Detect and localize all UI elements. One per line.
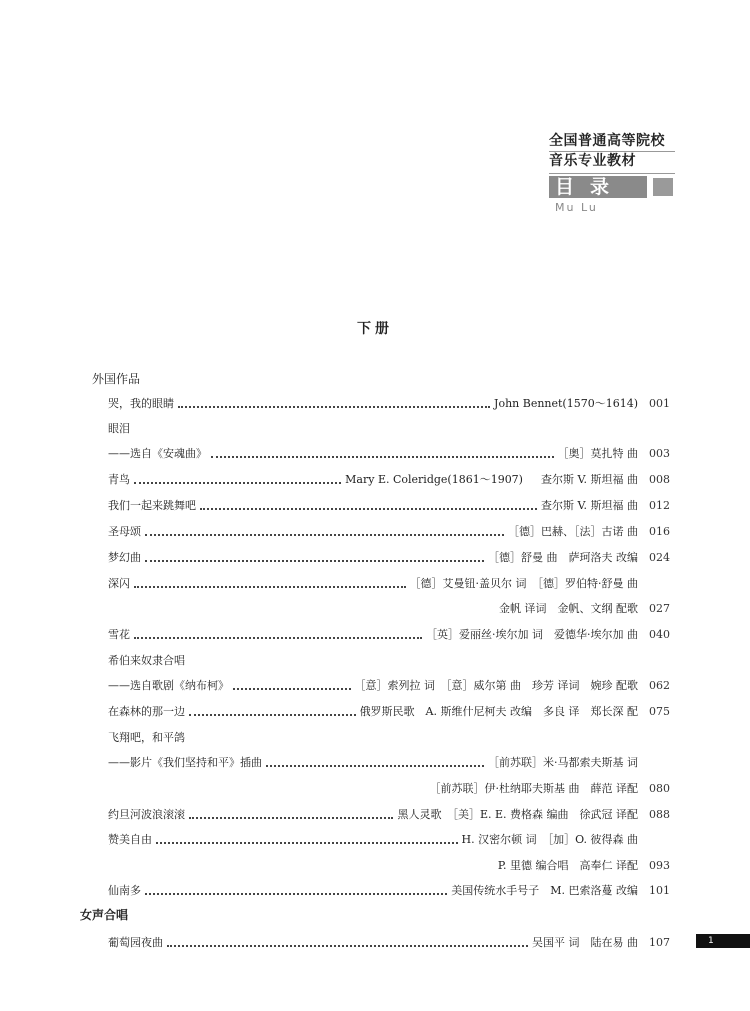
leader-dots <box>211 444 554 458</box>
entry-title: 赞美自由 <box>108 833 152 846</box>
toc-entry[interactable] <box>108 675 670 695</box>
leader-dots <box>145 881 447 895</box>
toc-entry[interactable] <box>108 701 670 721</box>
leader-dots <box>145 522 504 536</box>
entry-credit: 俄罗斯民歌 A. 斯维什尼柯夫 改编 多良 译 郑长深 配 <box>359 705 638 718</box>
entry-page: 088 <box>649 807 670 821</box>
contents-banner <box>549 176 675 198</box>
toc-entry[interactable] <box>108 521 670 541</box>
entry-credit: ［德］艾曼钮·盖贝尔 词 ［德］罗伯特·舒曼 曲 <box>409 577 638 590</box>
toc-entry[interactable] <box>108 880 670 900</box>
entry-credit: ［前苏联］米·马都索夫斯基 词 <box>488 756 638 769</box>
entry-credit: ［前苏联］伊·杜纳耶夫斯基 曲 薛范 译配 <box>429 782 638 795</box>
leader-dots <box>156 830 458 844</box>
entry-title: 飞翔吧，和平鸽 <box>108 731 185 744</box>
toc-entry[interactable] <box>108 418 670 438</box>
leader-dots <box>134 470 341 484</box>
toc-entry[interactable] <box>108 495 670 515</box>
toc-entry-continued[interactable] <box>108 855 670 875</box>
entry-credit: ［德］巴赫、［法］古诺 曲 <box>508 525 638 538</box>
entry-page: 027 <box>649 601 670 615</box>
series-header <box>549 131 679 214</box>
series-title: 全国普通高等院校 <box>549 133 665 149</box>
leader-dots <box>167 933 528 947</box>
toc-entry[interactable] <box>108 573 670 593</box>
leader-dots <box>178 394 490 408</box>
entry-page: 008 <box>649 472 670 486</box>
entry-page: 075 <box>649 704 670 718</box>
entry-credit: P. 里德 编合唱 高奉仁 译配 <box>497 859 638 872</box>
entry-credit: ［英］爱丽丝·埃尔加 词 爱德华·埃尔加 曲 <box>426 628 638 641</box>
contents-label: 目录 <box>549 176 647 198</box>
header-rule <box>549 151 675 152</box>
entry-title: ——选自歌剧《纳布柯》 <box>108 679 229 692</box>
entry-page: 101 <box>649 883 670 897</box>
leader-dots <box>134 574 406 588</box>
leader-dots <box>266 753 484 767</box>
banner-decoration <box>653 178 673 196</box>
entry-title: 葡萄园夜曲 <box>108 936 163 949</box>
entry-title: 在森林的那一边 <box>108 705 185 718</box>
toc-entry-continued[interactable] <box>108 598 670 618</box>
entry-page: 080 <box>649 781 670 795</box>
entry-page: 062 <box>649 678 670 692</box>
entry-title: 约旦河波浪滚滚 <box>108 808 185 821</box>
contents-pinyin: Mu Lu <box>555 201 598 214</box>
entry-title: 雪花 <box>108 628 130 641</box>
entry-credit: 黑人灵歌 ［美］E. E. 费格森 编曲 徐武冠 译配 <box>397 808 638 821</box>
toc-entry[interactable] <box>108 624 670 644</box>
entry-credit: H. 汉密尔顿 词 ［加］O. 彼得森 曲 <box>461 833 638 846</box>
leader-dots <box>145 548 484 562</box>
entry-credit: John Bennet(1570～1614) <box>494 397 638 410</box>
entry-credit: 吴国平 词 陆在易 曲 <box>532 936 638 949</box>
section-female-choir: 女声合唱 <box>80 908 129 922</box>
toc-entry[interactable] <box>108 469 670 489</box>
entry-page: 016 <box>649 524 670 538</box>
toc-entry[interactable] <box>108 752 670 772</box>
leader-dots <box>233 676 351 690</box>
entry-title: 希伯来奴隶合唱 <box>108 654 185 667</box>
entry-credit: 金帆 译词 金帆、文纲 配歌 <box>499 602 638 615</box>
header-rule-2 <box>549 173 675 174</box>
entry-page: 001 <box>649 396 670 410</box>
entry-page: 040 <box>649 627 670 641</box>
entry-title: 青鸟 <box>108 473 130 486</box>
entry-credit: 美国传统水手号子 M. 巴索洛蔓 改编 <box>451 884 638 897</box>
toc-entry[interactable] <box>108 547 670 567</box>
toc-entry-continued[interactable] <box>108 778 670 798</box>
entry-title: 眼泪 <box>108 422 130 435</box>
leader-dots <box>189 805 393 819</box>
toc-entry[interactable] <box>108 727 670 747</box>
entry-page: 024 <box>649 550 670 564</box>
leader-dots <box>189 702 356 716</box>
toc-entry[interactable] <box>108 443 670 463</box>
entry-title: ——选自《安魂曲》 <box>108 447 207 460</box>
entry-page: 093 <box>649 858 670 872</box>
entry-credit: 查尔斯 V. 斯坦福 曲 <box>540 499 638 512</box>
entry-credit: ［奥］莫扎特 曲 <box>557 447 638 460</box>
entry-title: ——影片《我们坚持和平》插曲 <box>108 756 262 769</box>
entry-credit: 查尔斯 V. 斯坦福 曲 <box>540 473 638 486</box>
entry-title: 深闪 <box>108 577 130 590</box>
entry-page: 012 <box>649 498 670 512</box>
entry-title: 圣母颂 <box>108 525 141 538</box>
entry-title: 梦幻曲 <box>108 551 141 564</box>
toc-entry[interactable] <box>108 650 670 670</box>
leader-dots <box>134 625 422 639</box>
entry-credit: ［意］索列拉 词 ［意］威尔第 曲 珍芳 译词 婉珍 配歌 <box>354 679 638 692</box>
entry-title: 哭，我的眼睛 <box>108 397 174 410</box>
entry-page: 003 <box>649 446 670 460</box>
entry-title: 仙南多 <box>108 884 141 897</box>
leader-dots <box>200 496 537 510</box>
toc-entry[interactable] <box>108 829 670 849</box>
toc-entry[interactable] <box>108 932 670 952</box>
series-subtitle: 音乐专业教材 <box>549 153 636 169</box>
entry-credit: ［德］舒曼 曲 萨珂洛夫 改编 <box>488 551 638 564</box>
entry-page: 107 <box>649 935 670 949</box>
toc-entry[interactable] <box>108 804 670 824</box>
entry-title: 我们一起来跳舞吧 <box>108 499 196 512</box>
section-foreign-works: 外国作品 <box>92 372 141 386</box>
page-number-tab: 1 <box>696 934 750 948</box>
volume-title: 下册 <box>357 321 393 337</box>
toc-entry[interactable] <box>108 393 670 413</box>
entry-lyricist: Mary E. Coleridge(1861～1907) <box>345 473 523 486</box>
